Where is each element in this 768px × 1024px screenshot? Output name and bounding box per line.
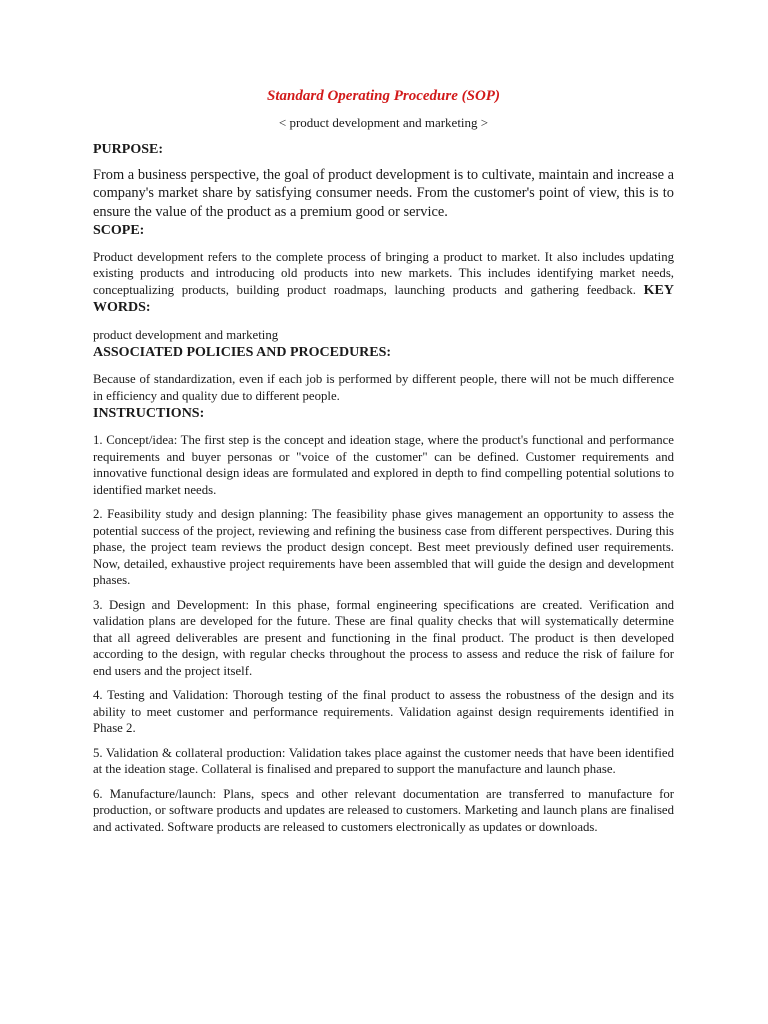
scope-text: Product development refers to the complete process of bringing a product to market. It also includes updating existing products and introducing old products into new markets. This includes identifying market needs, conceptualizing products, building product roadmaps, launching products and gathering feedback. [93, 249, 674, 297]
keywords-heading: KEY WORDS: [93, 282, 674, 316]
scope-heading: SCOPE: [93, 222, 145, 238]
instructions-heading: INSTRUCTIONS: [93, 406, 205, 422]
document-subtitle: < product development and marketing > [278, 115, 489, 130]
keywords-text: product development and marketing [93, 327, 279, 342]
policies-heading: ASSOCIATED POLICIES AND PROCEDURES: [93, 345, 392, 361]
instruction-item: 4. Testing and Validation: Thorough testing of the final product to assess the robustness of the design and its ability to meet customer and performance requirements. Validation against design requirements identified in Phase 2. [93, 688, 674, 736]
instruction-item: 2. Feasibility study and design planning: The feasibility phase gives management an opportunity to assess the potential success of the project, reviewing and refining the business case from different perspectives. During this phase, the project team reviews the product design concept. Best meet previously defined user requirements. Now, detailed, exhaustive project requirements have been assembled that will guide the design and development phases. [93, 507, 674, 588]
purpose-text: From a business perspective, the goal of product development is to cultivate, maintain and increase a company's market share by satisfying consumer needs. From the customer's point of view, this is to ensure the value of the product as a premium good or service. [93, 167, 674, 220]
instruction-item: 1. Concept/idea: The first step is the concept and ideation stage, where the product's functional and performance requirements and buyer personas or "voice of the customer" can be defined. Customer requirements and innovative functional design ideas are formulated and explored in depth to find compelling potential solutions to identified market needs. [93, 433, 674, 497]
policies-text: Because of standardization, even if each job is performed by different people, there will not be much difference in efficiency and quality due to different people. [93, 372, 674, 403]
purpose-heading: PURPOSE: [93, 142, 163, 157]
scope-paragraph [93, 249, 674, 317]
instruction-item: 6. Manufacture/launch: Plans, specs and other relevant documentation are transferred to manufacture for production, or software products and updates are released to customers. Marketing and launch plans are finalised and activated. Software products are released to customers electronically as updates or downloads. [93, 786, 674, 834]
instruction-item: 5. Validation & collateral production: Validation takes place against the customer needs that have been identified at the ideation stage. Collateral is finalised and prepared to support the manufacture and launch phase. [93, 745, 674, 777]
document-title: Standard Operating Procedure (SOP) [267, 88, 500, 104]
document-body [93, 87, 674, 835]
instruction-item: 3. Design and Development: In this phase, formal engineering specifications are created. Verification and validation plans are developed for the future. These are final quality checks that will systematically determine that all agreed deliverables are present and functioning in the final product. The product is then developed according to the design, with regular checks throughout the process to assess and reduce the risk of failure for end users and the project itself. [93, 597, 674, 678]
